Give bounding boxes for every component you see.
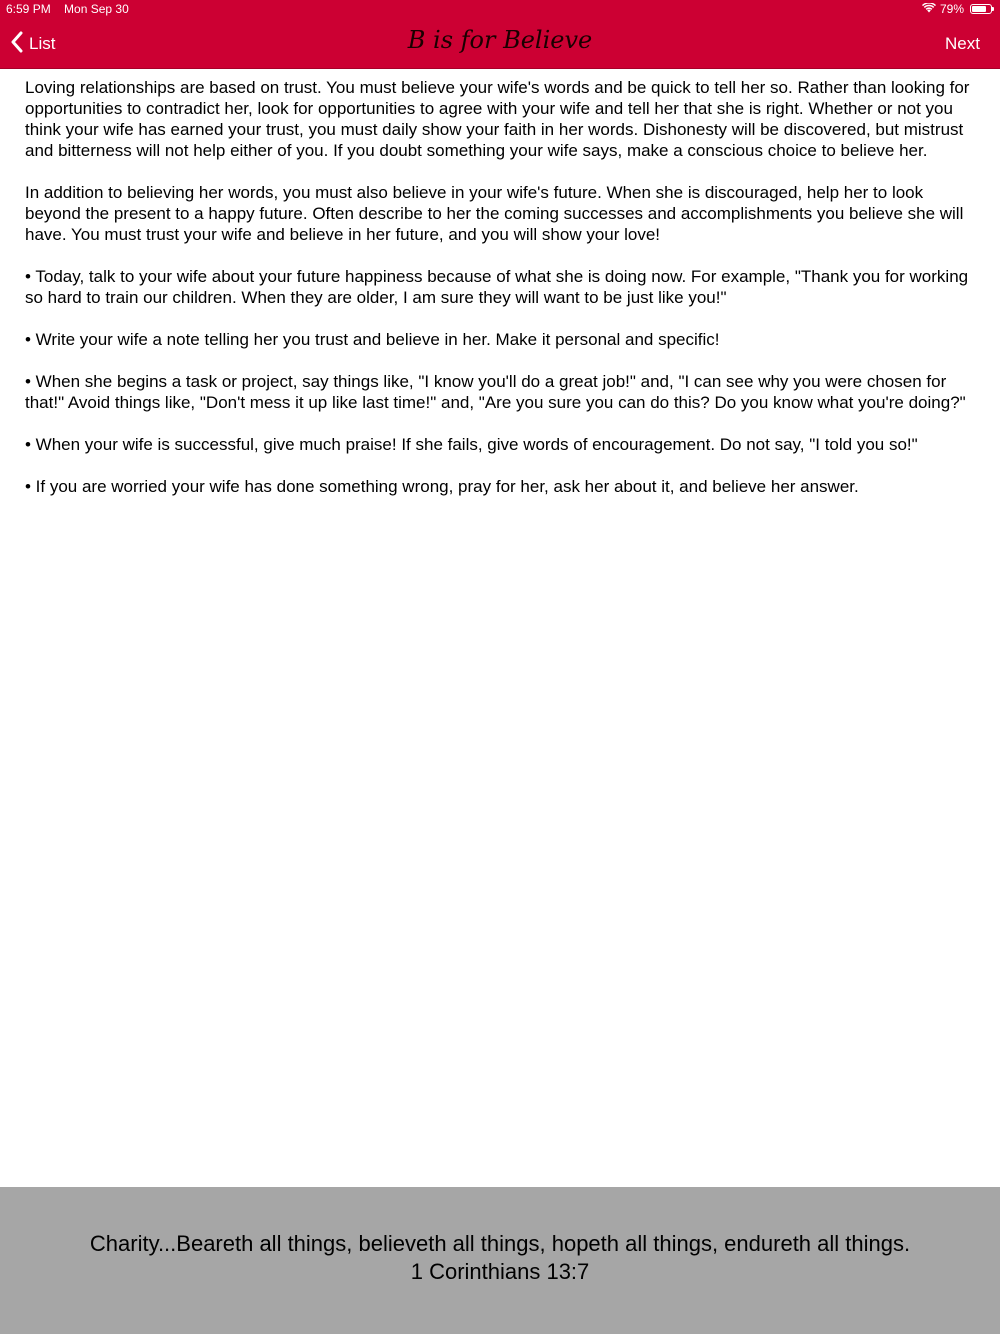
battery-percent: 79% <box>939 2 964 16</box>
battery-icon <box>970 4 992 14</box>
status-left <box>6 2 129 16</box>
wifi-icon <box>922 2 936 16</box>
status-time: 6:59 PM <box>6 2 51 16</box>
list-item: • Write your wife a note telling her you trust and believe in her. Make it personal and specific! <box>25 330 720 349</box>
back-label: List <box>29 34 56 53</box>
list-item: • When your wife is successful, give much praise! If she fails, give words of encouragement. Do not say, "I told you so!" <box>25 435 918 454</box>
back-button[interactable] <box>10 30 55 58</box>
battery-fill <box>972 6 986 12</box>
status-right <box>922 2 992 16</box>
page-title: B is for Believe <box>407 26 593 54</box>
verse-footer <box>0 1187 1000 1334</box>
article-body <box>25 77 980 518</box>
nav-bar <box>0 20 1000 69</box>
verse-quote: Charity...Beareth all things, believeth all things, hopeth all things, endureth all things. <box>89 1231 911 1256</box>
list-item: • When she begins a task or project, say things like, "I know you'll do a great job!" and, "I can see why you were chosen for that!" Avoid things like, "Don't mess it up like last time!" and, "Are you sure you can do this? Do you know what you're doing?" <box>25 372 966 412</box>
status-date: Mon Sep 30 <box>64 2 129 16</box>
paragraph: In addition to believing her words, you must also believe in your wife's future. When she is discouraged, help her to look beyond the present to a happy future. Often describe to her the coming successes and accomplishments you believe she will have. You must trust your wife and believe in her future, and you will show your love! <box>25 183 964 244</box>
list-item: • Today, talk to your wife about your future happiness because of what she is doing now. For example, "Thank you for working so hard to train our children. When they are older, I am sure they will want to be just like you!" <box>25 267 969 307</box>
next-button[interactable]: Next <box>945 34 980 53</box>
status-bar <box>0 0 1000 20</box>
list-item: • If you are worried your wife has done something wrong, pray for her, ask her about it, and believe her answer. <box>25 477 859 496</box>
chevron-left-icon <box>10 31 29 58</box>
paragraph: Loving relationships are based on trust. You must believe your wife's words and be quick to tell her so. Rather than looking for opportunities to contradict her, look for opportunities to agree with your wife and tell her that she is right. Whether or not you think your wife has earned your trust, you must daily show your faith in her words. Dishonesty will be discovered, but mistrust and bitterness will not help either of you. If you doubt something your wife says, make a conscious choice to believe her. <box>25 78 970 160</box>
verse-reference: 1 Corinthians 13:7 <box>410 1259 590 1284</box>
